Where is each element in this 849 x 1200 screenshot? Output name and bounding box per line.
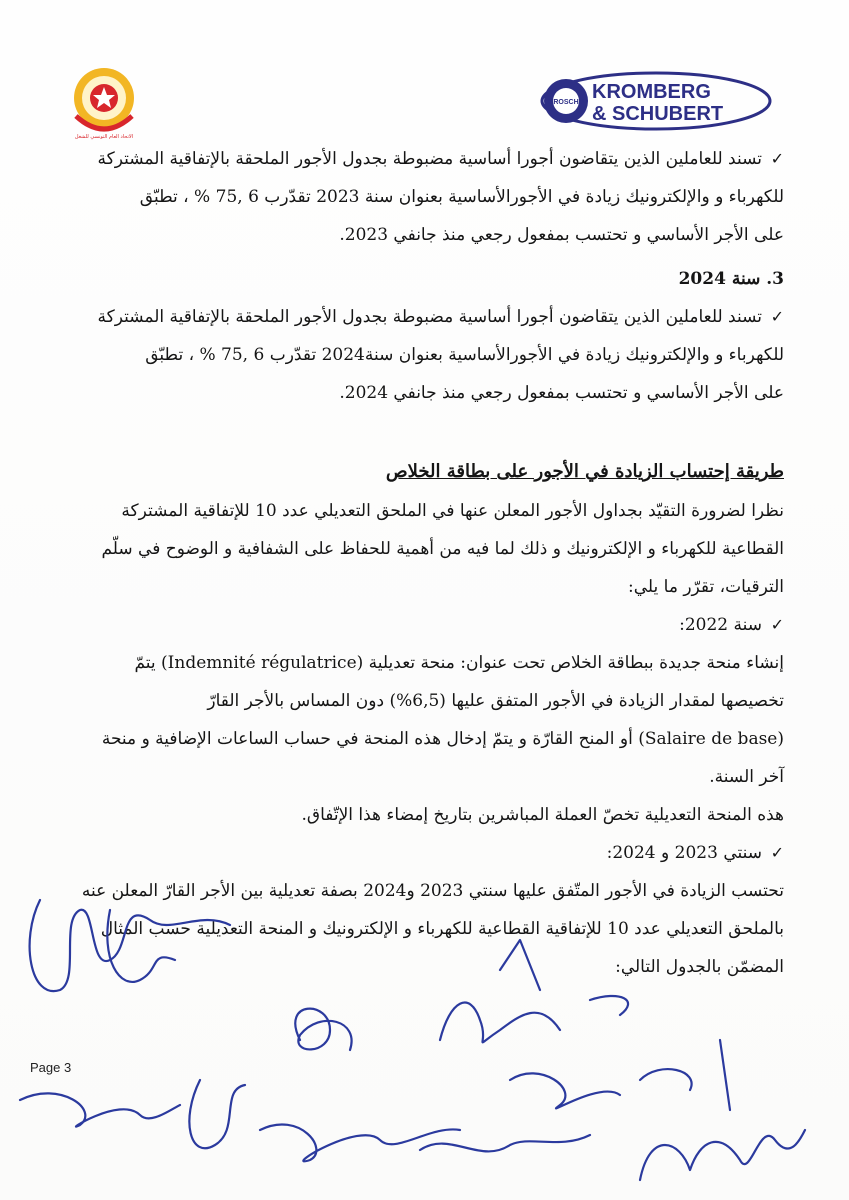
checkmark-icon: ✓ (770, 149, 784, 168)
paragraph-line: إنشاء منحة جديدة ببطاقة الخلاص تحت عنوان: منحة تعديلية (Indemnité régulatrice) يتمّ (134, 653, 784, 673)
svg-text:& SCHUBERT: & SCHUBERT (592, 103, 724, 125)
section-title: 3. سنة 2024 (678, 269, 784, 289)
section-2023 (66, 140, 784, 254)
signature (440, 1003, 560, 1043)
paragraph-line: نظرا لضرورة التقيّد بجداول الأجور المعلن عنها في الملحق التعديلي عدد 10 للإتفاقية المشتركة (121, 501, 784, 521)
paragraph-line: الترقيات، تقرّر ما يلي: (627, 577, 784, 597)
kromberg-schubert-logo (538, 70, 774, 132)
year-label: سنة 2022: (679, 615, 762, 635)
year-label: سنتي 2023 و 2024: (606, 843, 762, 863)
signature (510, 1073, 620, 1108)
paragraph-line: بالملحق التعديلي عدد 10 للإتفاقية القطاعية للكهرباء و الإلكترونيك و المنحة التعديلية حسب المثال (100, 919, 784, 939)
paragraph-line: تحتسب الزيادة في الأجور المتّفق عليها سنتي 2023 و2024 بصفة تعديلية بين الأجر القارّ المعلن عنه (81, 881, 784, 901)
paragraph-line: القطاعية للكهرباء و الإلكترونيك و ذلك لما فيه من أهمية للحفاظ على الشفافية و الوضوح في سلّم (101, 539, 784, 559)
checkmark-icon: ✓ (770, 615, 784, 634)
checkmark-icon: ✓ (770, 843, 784, 862)
paragraph-line: تسند للعاملين الذين يتقاضون أجورا أساسية مضبوطة بجدول الأجور الملحقة بالإتفاقية المشتركة (97, 149, 762, 169)
signature (295, 1009, 351, 1050)
ugtt-logo (68, 64, 140, 144)
paragraph-line: هذه المنحة التعديلية تخصّ العملة المباشرين بتاريخ إمضاء هذا الإتّفاق. (301, 805, 784, 825)
section-2024 (66, 260, 784, 412)
paragraph-line: للكهرباء و والإلكترونيك زيادة في الأجورالأساسية بعنوان سنة 2023 تقدّرب 6 ,75 % ، تطبّق (139, 187, 784, 207)
signature (420, 1135, 590, 1151)
signature (260, 1124, 460, 1161)
signature (20, 1093, 180, 1126)
paragraph-line: على الأجر الأساسي و تحتسب بمفعول رجعي منذ جانفي 2023. (339, 225, 784, 245)
svg-text:KROSCHU: KROSCHU (548, 99, 584, 106)
paragraph-line: تخصيصها لمقدار الزيادة في الأجور المتفق عليها (6,5%) دون المساس بالأجر القارّ (207, 691, 784, 711)
paragraph-line: للكهرباء و والإلكترونيك زيادة في الأجورالأساسية بعنوان سنة2024 تقدّرب 6 ,75 % ، تطبّق (145, 345, 784, 365)
svg-text:KROMBERG: KROMBERG (592, 81, 711, 103)
method-section (66, 452, 784, 986)
section-heading: طريقة إحتساب الزيادة في الأجور على بطاقة الخلاص (385, 461, 784, 482)
signature (640, 1130, 805, 1180)
paragraph-line: على الأجر الأساسي و تحتسب بمفعول رجعي منذ جانفي 2024. (339, 383, 784, 403)
paragraph-line: تسند للعاملين الذين يتقاضون أجورا أساسية مضبوطة بجدول الأجور الملحقة بالإتفاقية المشتركة (97, 307, 762, 327)
paragraph-line: المضمّن بالجدول التالي: (615, 957, 784, 977)
signature (640, 1040, 730, 1110)
signature (189, 1080, 245, 1148)
paragraph-line: (Salaire de base) أو المنح القارّة و يتمّ إدخال هذه المنحة في حساب الساعات الإضافية و منحة (101, 729, 784, 749)
paragraph-line: آخر السنة. (709, 767, 784, 787)
checkmark-icon: ✓ (770, 307, 784, 326)
page-number: Page 3 (30, 1060, 72, 1075)
svg-text:الاتحاد العام التونسي للشغل: الاتحاد العام التونسي للشغل (74, 134, 134, 140)
